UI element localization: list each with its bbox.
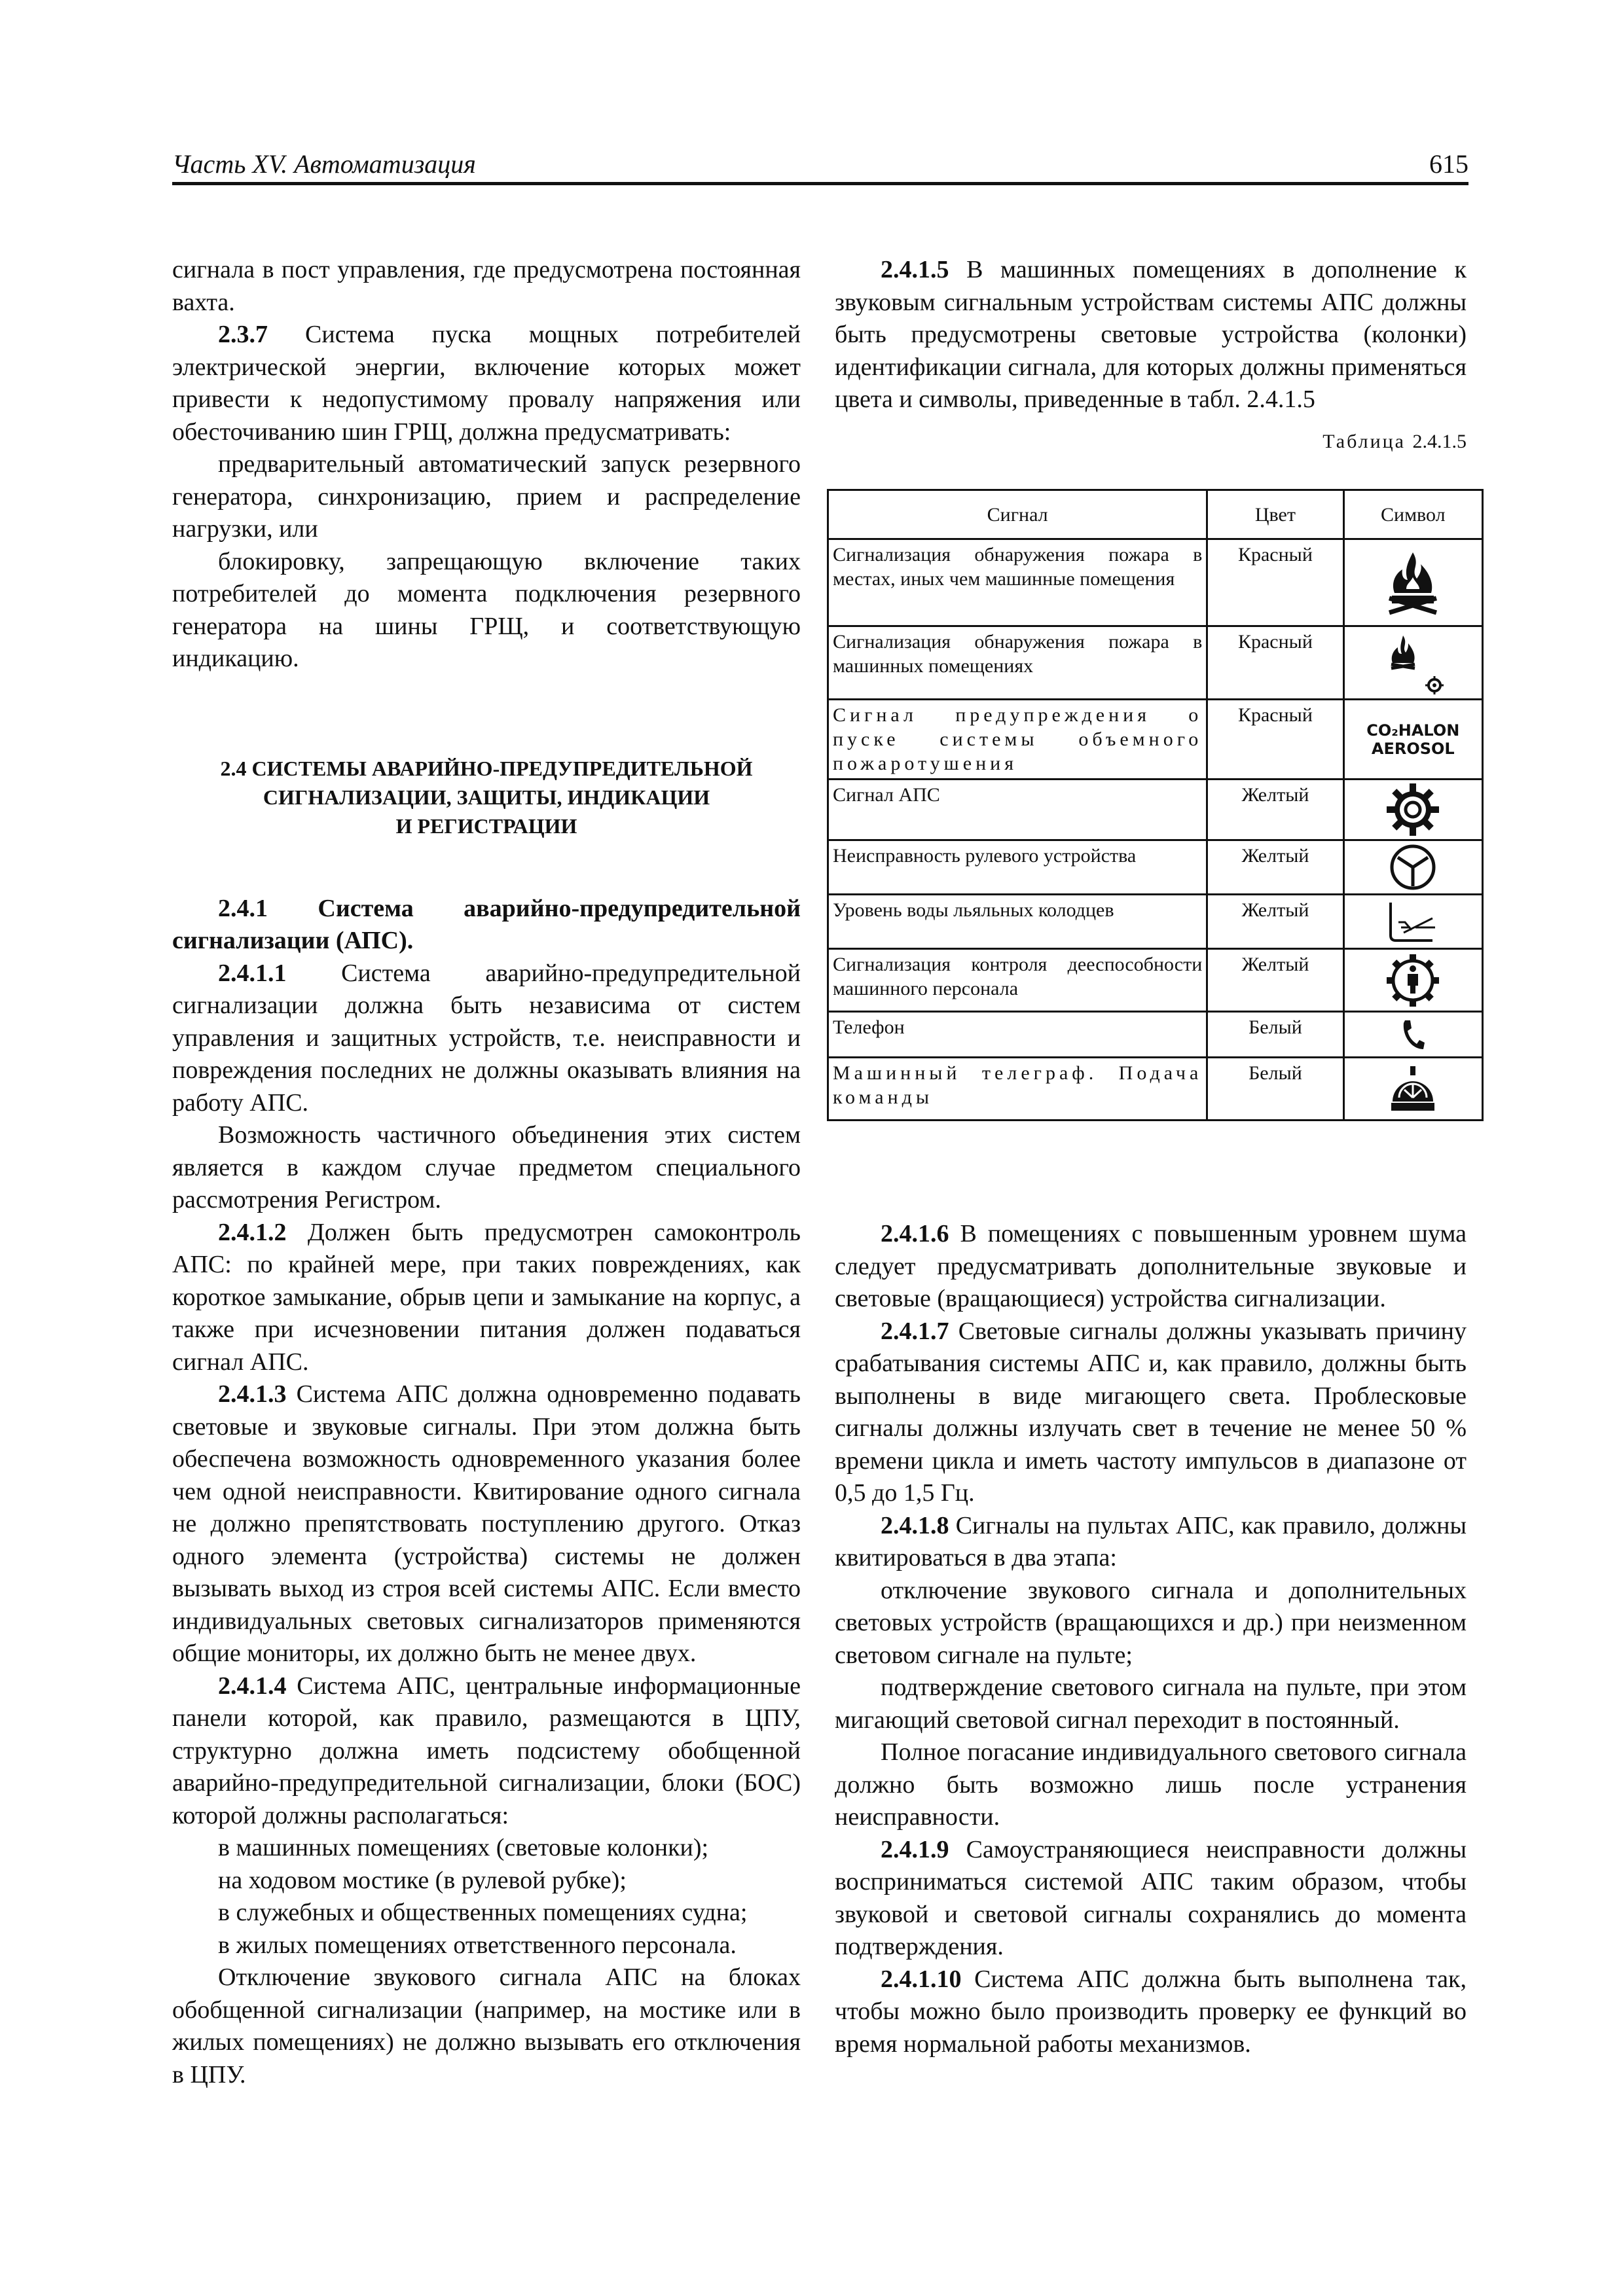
list-item: на ходовом мостике (в рулевой рубке); (218, 1866, 627, 1894)
clause-text: Система АПС должна быть выполнена так, чтобы можно было производить проверку ее функций во время нормальной работы механизмов. (835, 1965, 1467, 2058)
clause-text: Световые сигналы должны указывать причину срабатывания системы АПС и, как правило, должны быть выполнены в виде мигающего света. Проблесковые сигналы должны излучать свет в течение не менее 50 % времени цикла и иметь частоту импульсов в диапазоне от 0,5 до 1,5 Гц. (835, 1317, 1467, 1507)
telegraph-icon (1390, 1065, 1436, 1113)
steering-icon (1389, 843, 1437, 891)
symbol-cell (1343, 1058, 1482, 1121)
table-row (828, 895, 1483, 949)
header-symbol: Символ (1343, 490, 1482, 539)
clause-text: Сигналы на пультах АПС, как правило, должны квитироваться в два этапа: (835, 1511, 1467, 1571)
clause-number: 2.3.7 (218, 321, 268, 348)
paragraph: Возможность частичного объединения этих систем является в каждом случае предметом специального рассмотрения Регистром. (172, 1121, 801, 1213)
paragraph: подтверждение светового сигнала на пульте, при этом мигающий световой сигнал переходит в постоянный. (835, 1674, 1467, 1734)
symbol-cell (1343, 780, 1482, 840)
paragraph-2-4-1-4 (172, 1670, 801, 1833)
clause-number: 2.4.1.1 (218, 959, 287, 987)
signal-text: Сигнал предупреждения о пуске системы объемного пожаротушения (833, 704, 1203, 774)
clause-number: 2.4.1.6 (881, 1220, 949, 1247)
aerosol-label: AEROSOL (1371, 739, 1455, 758)
fire-large-icon (1387, 550, 1439, 615)
clause-text: Система пуска мощных потребителей электрической энергии, включение которых может привести к недопустимому провалу напряжения или обесточиванию шин ГРЩ, должна предусматривать: (172, 321, 801, 446)
page-number: 615 (1429, 149, 1468, 179)
paragraph: сигнала в пост управления, где предусмотрена постоянная вахта. (172, 256, 801, 316)
header-signal: Сигнал (828, 490, 1207, 539)
color-cell: Желтый (1207, 895, 1343, 949)
signal-cell: Сигнализация обнаружения пожара в машинных помещениях (828, 626, 1207, 700)
color-cell: Желтый (1207, 840, 1343, 895)
symbol-cell (1343, 949, 1482, 1012)
paragraph-2-4-1-1 (172, 958, 801, 1120)
paragraph-2-3-7 (172, 319, 801, 448)
list-item: в служебных и общественных помещениях судна; (218, 1899, 748, 1926)
left-column (172, 254, 801, 2091)
symbol-cell (1343, 626, 1482, 700)
color-cell: Красный (1207, 539, 1343, 626)
co2-halon-label: CO₂HALON (1366, 721, 1460, 740)
table-caption-number: 2.4.1.5 (1412, 430, 1467, 452)
table-caption-word: Таблица (1322, 430, 1406, 452)
color-cell: Белый (1207, 1058, 1343, 1121)
signal-table (827, 489, 1484, 1121)
clause-number: 2.4.1.3 (218, 1380, 287, 1408)
paragraph-2-4-1-7 (835, 1316, 1467, 1510)
running-title: Часть XV. Автоматизация (172, 149, 476, 179)
paragraph-2-4-1-2 (172, 1217, 801, 1379)
signal-cell: Неисправность рулевого устройства (828, 840, 1207, 895)
clause-text: Система аварийно-предупредительной сигнализации должна быть независима от систем управления и защитных устройств, т.е. неисправности и повреждения последних не должны оказывать влияния на работу АПС. (172, 959, 801, 1117)
bilge-level-icon (1387, 899, 1439, 944)
clause-text: Система АПС должна одновременно подавать световые и звуковые сигналы. При этом должна быть обеспечена возможность одновременного указания более чем одной неисправности. Квитирование одного сигнала не должно препятствовать поступлению другого. Отказ одного элемента (устройства) системы не должен вызывать выход из строя всей системы АПС. Если вместо индивидуальных световых сигнализаторов применяются общие мониторы, их должно быть не менее двух. (172, 1380, 801, 1667)
telephone-icon (1400, 1018, 1426, 1052)
paragraph-2-4-1-5 (835, 254, 1467, 416)
table-row (828, 780, 1483, 840)
table-row (828, 949, 1483, 1012)
color-cell: Желтый (1207, 949, 1343, 1012)
clause-text: В машинных помещениях в дополнение к звуковым сигнальным устройствам системы АПС должны быть предусмотрены световые устройства (колонки) идентификации сигнала, для которых должны применяться цвета и символы, приведенные в табл. 2.4.1.5 (835, 256, 1467, 413)
symbol-cell (1343, 1012, 1482, 1058)
list-item: в машинных помещениях (световые колонки); (218, 1834, 709, 1861)
clause-number: 2.4.1.2 (218, 1218, 287, 1246)
clause-number: 2.4.1.9 (881, 1835, 949, 1863)
header-color: Цвет (1207, 490, 1343, 539)
gear-icon (1385, 782, 1440, 837)
signal-cell: Уровень воды льяльных колодцев (828, 895, 1207, 949)
clause-text: Самоустраняющиеся неисправности должны восприниматься системой АПС таким образом, чтобы звуковой и световой сигналы сохранялись до момента подтверждения. (835, 1835, 1467, 1960)
paragraph-2-4-1-6 (835, 1218, 1467, 1316)
paragraph-2-4-1-10 (835, 1964, 1467, 2061)
signal-cell (828, 700, 1207, 780)
paragraph: Полное погасание индивидуального светового сигнала должно быть возможно лишь после устранения неисправности. (835, 1738, 1467, 1831)
paragraph-2-4-1-8 (835, 1510, 1467, 1575)
table-row (828, 840, 1483, 895)
clause-text: В помещениях с повышенным уровнем шума следует предусматривать дополнительные звуковые и световые (вращающиеся) устройства сигнализации. (835, 1220, 1467, 1312)
clause-number: 2.4.1.8 (881, 1511, 949, 1539)
clause-number: 2.4.1.10 (881, 1965, 962, 1993)
section-heading (172, 754, 801, 840)
table-row (828, 1012, 1483, 1058)
signal-cell: Телефон (828, 1012, 1207, 1058)
clause-number: 2.4.1.5 (881, 256, 949, 283)
table-header-row (828, 490, 1483, 539)
symbol-cell (1343, 840, 1482, 895)
signal-text: Машинный телеграф. Подача команды (833, 1062, 1203, 1108)
symbol-cell (1343, 895, 1482, 949)
table-row (828, 626, 1483, 700)
paragraph: предварительный автоматический запуск резервного генератора, синхронизацию, прием и распределение нагрузки, или (172, 450, 801, 543)
signal-cell: Сигнал АПС (828, 780, 1207, 840)
section-heading-line: СИГНАЛИЗАЦИИ, ЗАЩИТЫ, ИНДИКАЦИИ (263, 785, 710, 809)
fire-gear-icon (1377, 630, 1449, 696)
paragraph-2-4-1-3 (172, 1378, 801, 1670)
table-row (828, 1058, 1483, 1121)
color-cell: Желтый (1207, 780, 1343, 840)
signal-cell: Сигнализация контроля дееспособности машинного персонала (828, 949, 1207, 1012)
clause-number: 2.4.1.4 (218, 1672, 287, 1700)
section-heading-line: 2.4 СИСТЕМЫ АВАРИЙНО-ПРЕДУПРЕДИТЕЛЬНОЙ (220, 756, 753, 780)
subsection-title: 2.4.1 Система аварийно-предупредительной сигнализации (АПС). (172, 894, 801, 954)
signal-cell: Сигнализация обнаружения пожара в местах, иных чем машинные помещения (828, 539, 1207, 626)
clause-text: Должен быть предусмотрен самоконтроль АПС: по крайней мере, при таких повреждениях, как короткое замыкание, обрыв цепи и замыкание на корпус, а также при исчезновении питания должен подаваться сигнал АПС. (172, 1218, 801, 1376)
table-row (828, 539, 1483, 626)
clause-number: 2.4.1.7 (881, 1317, 949, 1345)
paragraph: блокировку, запрещающую включение таких потребителей до момента подключения резервного генератора на шины ГРЩ, и соответствующую индикацию. (172, 547, 801, 672)
color-cell: Белый (1207, 1012, 1343, 1058)
paragraph: отключение звукового сигнала и дополнительных световых устройств (вращающихся и др.) при неизменном световом сигнале на пульте; (835, 1576, 1467, 1669)
symbol-cell (1343, 539, 1482, 626)
page-header (172, 143, 1468, 185)
table-row (828, 700, 1483, 780)
clause-text: Система АПС, центральные информационные панели которой, как правило, размещаются в ЦПУ, структурно должна иметь подсистему обобщенной аварийно-предупредительной сигнализации, блоки (БОС) которой должны располагаться: (172, 1672, 801, 1829)
paragraph: Отключение звукового сигнала АПС на блоках обобщенной сигнализации (например, на мостике или в жилых помещениях) не должно вызывать его отключения в ЦПУ. (172, 1964, 801, 2089)
paragraph-2-4-1-9 (835, 1834, 1467, 1964)
signal-cell (828, 1058, 1207, 1121)
table-caption (835, 425, 1467, 458)
color-cell: Красный (1207, 626, 1343, 700)
section-heading-line: И РЕГИСТРАЦИИ (395, 814, 577, 838)
right-column (835, 254, 1467, 2060)
personnel-icon (1385, 953, 1440, 1008)
color-cell: Красный (1207, 700, 1343, 780)
list-item: в жилых помещениях ответственного персонала. (218, 1931, 737, 1959)
symbol-cell-text (1343, 700, 1482, 780)
